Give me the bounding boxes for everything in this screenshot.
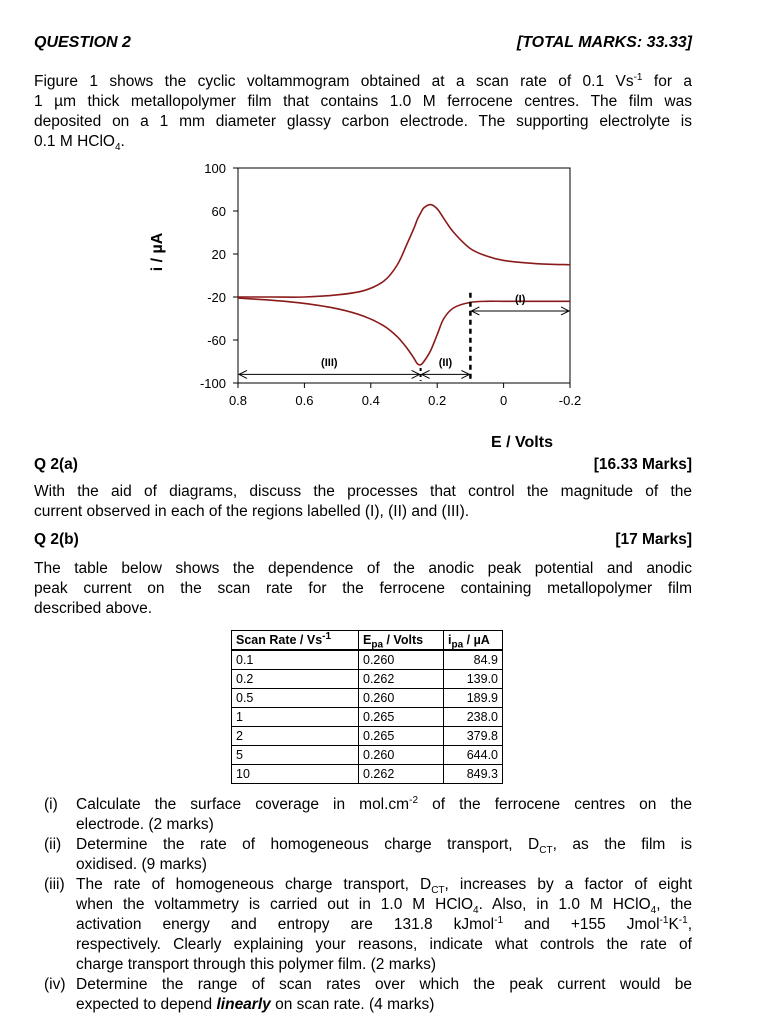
q2b-line: peak current on the scan rate for the ferrocene containing metallopolymer film xyxy=(34,580,692,597)
x-tick-label: 0.8 xyxy=(228,393,248,408)
epa-cell: 0.262 xyxy=(359,670,444,689)
ipa-cell: 238.0 xyxy=(444,708,503,727)
question-part xyxy=(44,835,692,875)
x-tick-label: 0.6 xyxy=(295,393,314,408)
epa-cell: 0.260 xyxy=(359,650,444,670)
scan-rate-cell: 10 xyxy=(232,765,359,784)
ipa-cell: 849.3 xyxy=(444,765,503,784)
part-number: (iv) xyxy=(44,976,66,993)
question-part xyxy=(44,875,692,975)
ipa-cell: 379.8 xyxy=(444,727,503,746)
part-line: Calculate the surface coverage in $mol.cm^{-2}$ of the ferrocene centres on the xyxy=(76,794,692,813)
intro-line: 0.1 M HClO$_4$. xyxy=(34,133,125,154)
anodic-sweep-line xyxy=(238,205,570,298)
q2a-text xyxy=(34,482,692,522)
cyclic-voltammogram-chart xyxy=(140,160,600,460)
table-header-row xyxy=(232,631,503,651)
q2a-heading-row xyxy=(34,456,692,474)
table-row xyxy=(232,765,503,784)
part-line: electrode. (2 marks) xyxy=(76,816,214,833)
part-number: (i) xyxy=(44,796,58,813)
table-row xyxy=(232,650,503,670)
q2b-line: described above. xyxy=(34,600,153,617)
total-marks: [TOTAL MARKS: 33.33] xyxy=(516,34,692,51)
x-tick-label: 0.4 xyxy=(361,393,380,408)
table-row xyxy=(232,708,503,727)
part-number: (ii) xyxy=(44,836,62,853)
q2a-title: Q 2(a) xyxy=(34,456,78,473)
y-tick-label: 60 xyxy=(211,204,226,219)
part-number: (iii) xyxy=(44,876,65,893)
y-tick-label: -60 xyxy=(207,333,226,348)
scan-rate-cell: 2 xyxy=(232,727,359,746)
intro-line: deposited on a 1 mm diameter glassy carbon electrode. The supporting electrolyte is xyxy=(34,113,692,130)
question-part xyxy=(44,795,692,835)
q2a-marks: [16.33 Marks] xyxy=(593,456,692,473)
part-line: respectively. Clearly explaining your reasons, indicate what controls the rate of xyxy=(76,936,692,953)
question-parts-list xyxy=(44,795,692,1015)
x-tick-label: 0 xyxy=(499,393,508,408)
ipa-cell: 139.0 xyxy=(444,670,503,689)
intro-line: 1 µm thick metallopolymer film that contains 1.0 M ferrocene centres. The film was xyxy=(34,93,692,110)
region-label: (I) xyxy=(515,293,526,306)
region-label: (III) xyxy=(321,356,338,369)
q2b-line: The table below shows the dependence of the anodic peak potential and anodic xyxy=(34,560,692,577)
table-row xyxy=(232,727,503,746)
q2b-text xyxy=(34,559,692,619)
q2a-line: With the aid of diagrams, discuss the processes that control the magnitude of the xyxy=(34,483,692,500)
table-row xyxy=(232,746,503,765)
scan-rate-cell: 1 xyxy=(232,708,359,727)
q2b-heading-row xyxy=(34,531,692,549)
intro-line: Figure 1 shows the cyclic voltammogram obtained at a scan rate of 0.1 $Vs^{-1}$ for a xyxy=(34,71,692,90)
ipa-cell: 644.0 xyxy=(444,746,503,765)
epa-cell: 0.260 xyxy=(359,689,444,708)
part-line: activation energy and entropy are 131.8 kJmol$^{-1}$ and +155 $Jmol^{-1}K^{-1}$, xyxy=(76,914,692,933)
question-part xyxy=(44,975,692,1015)
y-tick-label: -20 xyxy=(207,290,226,305)
epa-cell: 0.265 xyxy=(359,708,444,727)
scan-rate-table xyxy=(231,630,503,784)
y-axis-label: i / µA xyxy=(149,232,166,272)
q2b-marks: [17 Marks] xyxy=(615,531,692,548)
x-axis-label: E / Volts xyxy=(491,434,553,451)
region-label: (II) xyxy=(438,356,453,369)
cathodic-sweep-line xyxy=(238,298,570,365)
part-line: oxidised. (9 marks) xyxy=(76,856,207,873)
x-tick-label: -0.2 xyxy=(558,393,582,408)
col-epa: $E_{pa}$ / Volts xyxy=(359,631,444,651)
epa-cell: 0.262 xyxy=(359,765,444,784)
part-line: expected to depend linearly on scan rate. (4 marks) xyxy=(76,996,435,1013)
epa-cell: 0.265 xyxy=(359,727,444,746)
col-scan-rate: Scan Rate / $Vs^{-1}$ xyxy=(232,631,359,651)
part-line: when the voltammetry is carried out in 1.0 M HClO$_4$. Also, in 1.0 M HClO$_4$, the xyxy=(76,896,692,917)
scan-rate-cell: 0.2 xyxy=(232,670,359,689)
part-line: Determine the range of scan rates over which the peak current would be xyxy=(76,976,692,993)
q2a-line: current observed in each of the regions labelled (I), (II) and (III). xyxy=(34,503,470,520)
table-row xyxy=(232,670,503,689)
part-line: The rate of homogeneous charge transport, $D_{CT}$, increases by a factor of eight xyxy=(76,876,692,897)
epa-cell: 0.260 xyxy=(359,746,444,765)
plot-frame xyxy=(238,168,570,383)
y-tick-label: 20 xyxy=(211,247,226,262)
scan-rate-cell: 0.5 xyxy=(232,689,359,708)
col-ipa: $i_{pa}$ / µA xyxy=(444,631,503,651)
y-tick-label: -100 xyxy=(199,376,226,391)
intro-paragraph xyxy=(34,72,692,152)
q2b-title: Q 2(b) xyxy=(34,531,79,548)
x-tick-label: 0.2 xyxy=(428,393,447,408)
scan-rate-cell: 5 xyxy=(232,746,359,765)
y-tick-label: 100 xyxy=(204,161,226,176)
scan-rate-cell: 0.1 xyxy=(232,650,359,670)
part-line: Determine the rate of homogeneous charge transport, $D_{CT}$, as the film is xyxy=(76,836,692,857)
table-row xyxy=(232,689,503,708)
ipa-cell: 189.9 xyxy=(444,689,503,708)
ipa-cell: 84.9 xyxy=(444,650,503,670)
part-line: charge transport through this polymer film. (2 marks) xyxy=(76,956,437,973)
question-heading: QUESTION 2 xyxy=(34,34,131,51)
